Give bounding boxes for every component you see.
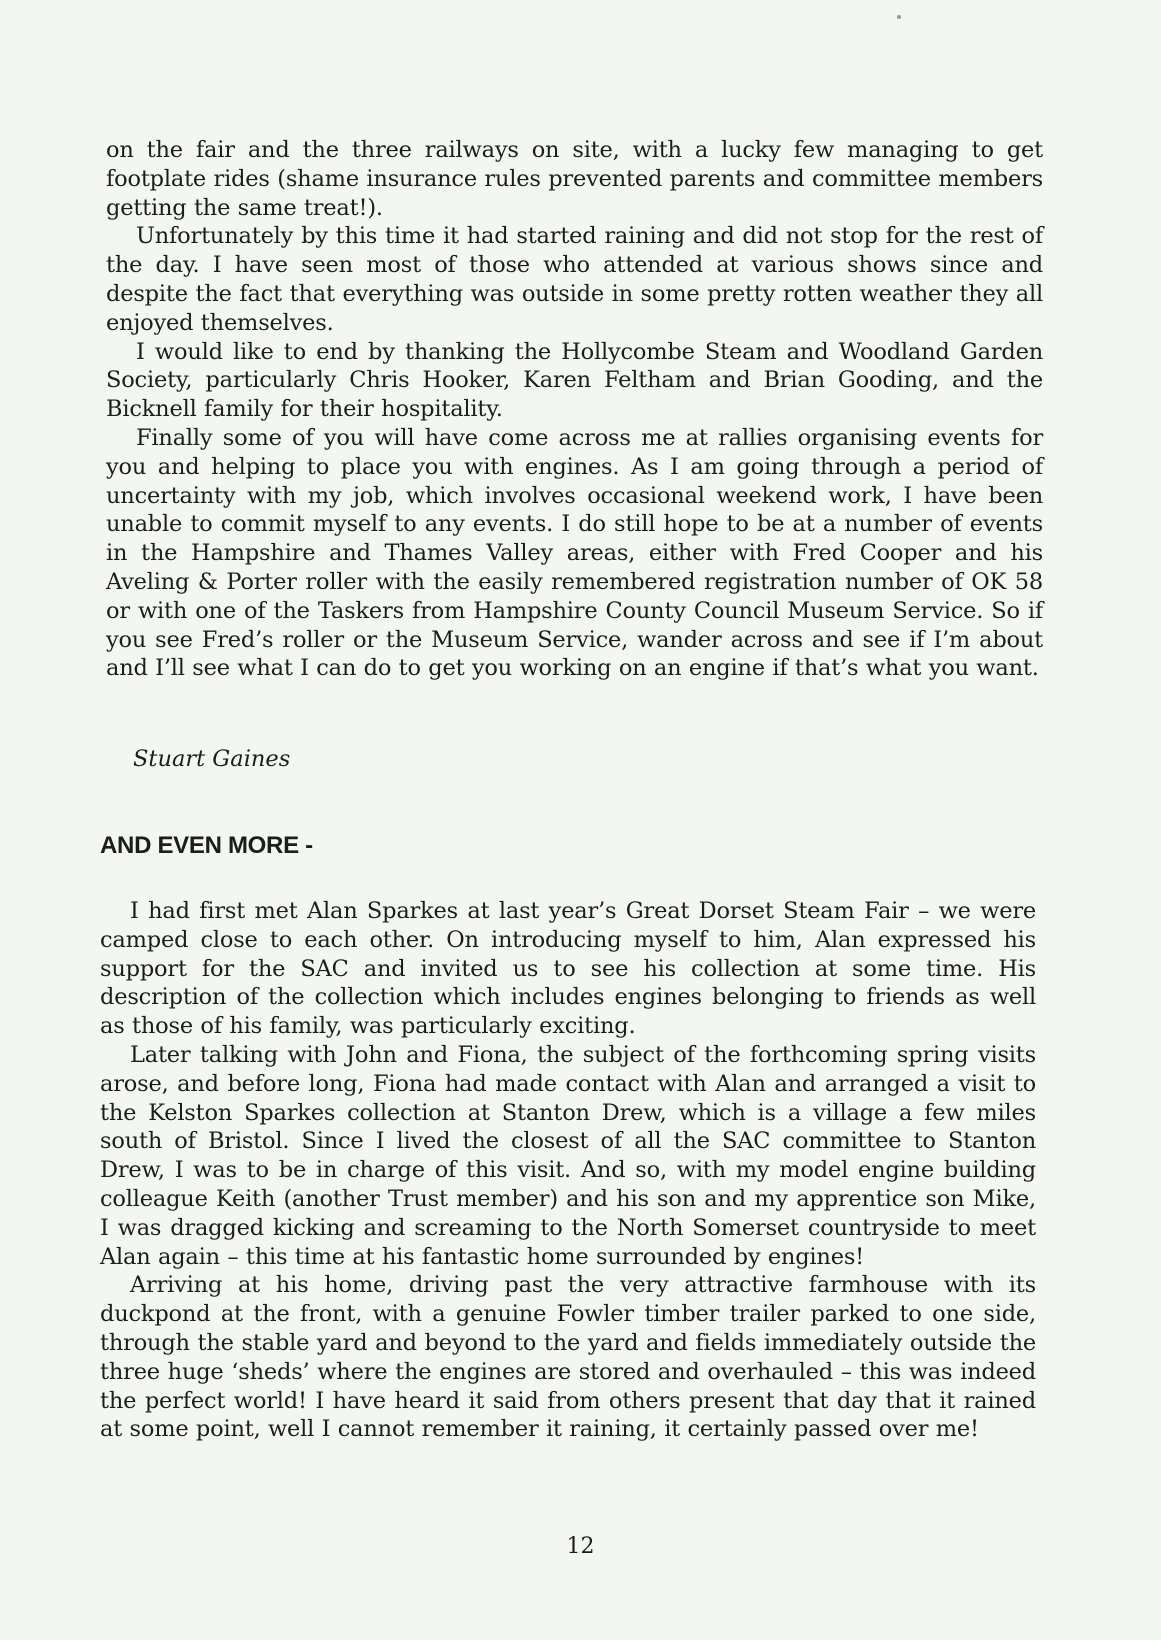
paragraph: on the fair and the three railways on site, with a lucky few managing to get footplate rides (shame insurance rules prevented parents and committee members getting the same treat!). xyxy=(106,137,1043,221)
paragraph: Later talking with John and Fiona, the subject of the forthcoming spring visits arose, and before long, Fiona had made contact with Alan and arranged a visit to the Kelston Sparkes collection at Stanton Drew, which is a village a few miles south of Bristol. Since I lived the closest of all the SAC committee to Stanton Drew, I was to be in charge of this visit. And so, with my model engine building colleague Keith (another Trust member) and his son and my apprentice son Mike, I was dragged kicking and screaming to the North Somerset countryside to meet Alan again – this time at his fantastic home surrounded by engines! xyxy=(100,1041,1036,1270)
paragraph: I would like to end by thanking the Hollycombe Steam and Woodland Garden Society, particularly Chris Hooker, Karen Feltham and Brian Gooding, and the Bicknell family for their hospitality. xyxy=(106,338,1043,423)
paragraph: Unfortunately by this time it had started raining and did not stop for the rest of the day. I have seen most of those who attended at various shows since and despite the fact that everything was outside in some pretty rotten weather they all enjoyed themselves. xyxy=(106,223,1043,336)
author-signature: Stuart Gaines xyxy=(133,746,291,772)
section-heading: AND EVEN MORE - xyxy=(100,832,313,859)
paragraph: Arriving at his home, driving past the very attractive farmhouse with its duckpond at the front, with a genuine Fowler timber trailer parked to one side, through the stable yard and beyond to the yard and fields immediately outside the three huge ‘sheds’ where the engines are stored and overhauled – this was indeed the perfect world! I have heard it said from others present that day that it rained at some point, well I cannot remember it raining, it certainly passed over me! xyxy=(100,1272,1036,1443)
paragraph: I had first met Alan Sparkes at last year’s Great Dorset Steam Fair – we were camped close to each other. On introducing myself to him, Alan expressed his support for the SAC and invited us to see his collection at some time. His description of the collection which includes engines belonging to friends as well as those of his family, was particularly exciting. xyxy=(100,898,1036,1040)
article-body xyxy=(100,897,1036,1444)
article-continuation xyxy=(106,136,1043,683)
scan-speck xyxy=(897,15,901,19)
page-number: 12 xyxy=(566,1534,595,1559)
paragraph: Finally some of you will have come across me at rallies organising events for you and helping to place you with engines. As I am going through a period of uncertainty with my job, which involves occasional weekend work, I have been unable to commit myself to any events. I do still hope to be at a number of events in the Hampshire and Thames Valley areas, either with Fred Cooper and his Aveling & Porter roller with the easily remembered registration number of OK 58 or with one of the Taskers from Hampshire County Council Museum Service. So if you see Fred’s roller or the Museum Service, wander across and see if I’m about and I’ll see what I can do to get you working on an engine if that’s what you want. xyxy=(106,424,1043,682)
